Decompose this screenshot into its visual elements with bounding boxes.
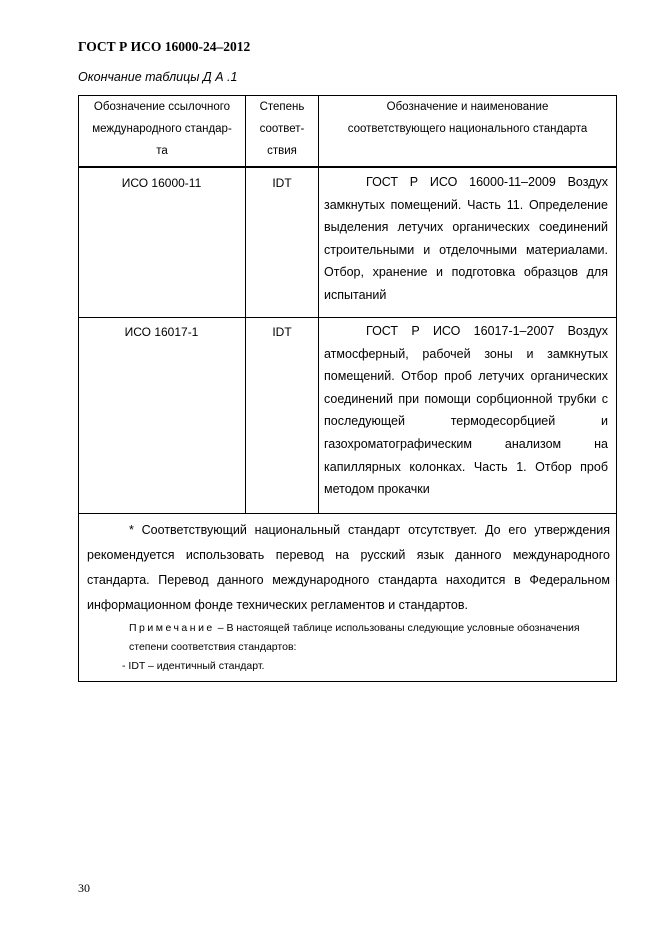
row-2-code: ИСО 16017-1	[124, 325, 199, 339]
row-separator-2	[78, 513, 617, 514]
correspondence-table	[78, 95, 617, 682]
document-header: ГОСТ Р ИСО 16000-24–2012	[78, 39, 251, 54]
row-1-degree: IDT	[272, 176, 292, 190]
header-line: та	[156, 145, 168, 157]
table-caption: Окончание таблицы Д А .1	[78, 70, 238, 84]
page-number: 30	[78, 881, 90, 895]
header-line: ствия	[267, 145, 297, 157]
row-1-code: ИСО 16000-11	[121, 176, 202, 190]
header-separator	[78, 166, 617, 168]
note-item: - IDT – идентичный стандарт.	[122, 660, 265, 672]
note	[87, 619, 610, 676]
note-text: – В настоящей таблице использованы следующие условные обозначения степени соответствия стандартов:	[129, 622, 580, 653]
row-1-description: ГОСТ Р ИСО 16000-11–2009 Воздух замкнутых помещений. Часть 11. Определение выделения летучих органических соединений строительными и отделочными материалами. Отбор, хранение и подготовка образцов для испытаний	[324, 175, 608, 302]
column-divider-2	[318, 95, 319, 513]
header-national-standard	[319, 96, 616, 140]
header-line: международного стандар-	[92, 123, 232, 135]
header-line: соответ-	[259, 123, 305, 135]
row-2-description: ГОСТ Р ИСО 16017-1–2007 Воздух атмосферный, рабочей зоны и замкнутых помещений. Отбор проб летучих органических соединений при помощи сорбционной трубки с последующей термодесорбцией и газохроматографическим анализом на капиллярных колонках. Часть 1. Отбор проб методом прокачки	[324, 324, 608, 497]
header-line: Степень	[259, 101, 305, 113]
row-2-degree: IDT	[272, 325, 292, 339]
row-separator-1	[78, 317, 617, 318]
header-line: соответствующего национального стандарта	[347, 123, 588, 135]
note-label: Примечание	[129, 622, 215, 634]
table-border-bottom	[78, 681, 617, 682]
table-border-right	[616, 95, 617, 682]
header-line: Обозначение ссылочного	[93, 101, 231, 113]
header-line: Обозначение и наименование	[386, 101, 549, 113]
header-degree	[246, 96, 318, 162]
footnote: * Соответствующий национальный стандарт отсутствует. До его утверждения рекомендуется использовать перевод на русский язык данного международного стандарта. Перевод данного международного стандарта находится в Федеральном информационном фонде технических регламентов и стандартов.	[87, 523, 610, 612]
header-reference-standard	[80, 96, 244, 162]
